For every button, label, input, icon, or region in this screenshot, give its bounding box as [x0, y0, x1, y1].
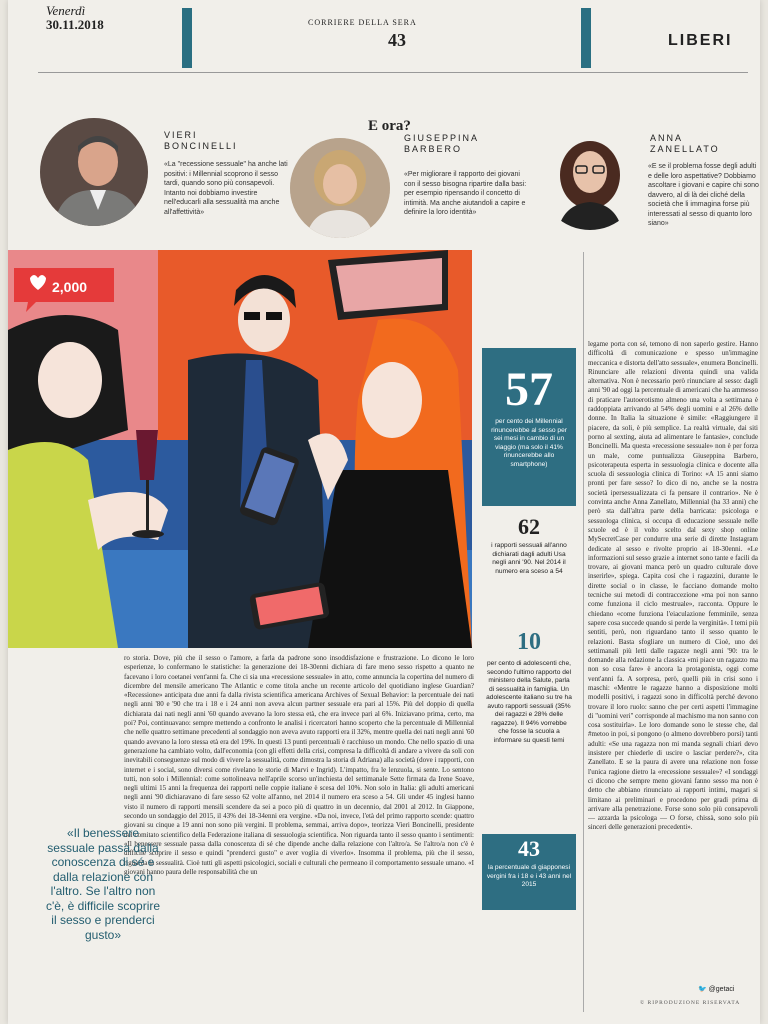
stat-value: 10	[517, 629, 541, 655]
stat-text: per cento dei Millennial rinuncerebbe al sesso per sei mesi in cambio di un viaggio (ma solo il 41% rinuncerebbe allo smartphone)	[491, 418, 567, 468]
stat-box-10	[482, 624, 576, 830]
stat-value: 57	[505, 363, 553, 416]
issue-date	[46, 4, 104, 32]
expert-last-name: BARBERO	[404, 144, 463, 154]
expert-first-name: GIUSEPPINA	[404, 133, 480, 143]
expert-last-name: ZANELLATO	[650, 144, 720, 154]
issue-date-value: 30.11.2018	[46, 17, 104, 32]
avatar	[40, 118, 148, 226]
header-accent-bar-right	[581, 8, 591, 68]
expert-name	[650, 133, 720, 155]
illustration-couples-smartphones	[8, 250, 472, 648]
stat-value: 62	[518, 514, 540, 539]
issue-day: Venerdì	[46, 3, 86, 18]
expert-quote: «E se il problema fosse degli adulti e delle loro aspettative? Dobbiamo ascoltare i giovani e capire chi sono davvero, al di là dei cliché della società che li immagina forse più interessati al sesso di quanto loro siano»	[648, 163, 759, 227]
stat-box-57	[482, 348, 576, 506]
page-number: 43	[388, 30, 406, 50]
expert-first-name: VIERI	[164, 130, 198, 140]
twitter-bird-icon: 🐦	[698, 986, 707, 993]
expert-name	[164, 130, 238, 152]
expert-name	[404, 133, 479, 155]
article-column-2	[588, 340, 758, 980]
stat-text: per cento di adolescenti che, secondo l'ultimo rapporto del ministero della Salute, parla di sessualità in famiglia. Un adolescente italiano su tre ha avuto rapporti sessuali (35% dei ragazzi e 28% delle ragazze). Il 94% vorrebbe che fosse la scuola a informare su questi temi	[486, 660, 572, 744]
avatar	[540, 130, 640, 230]
stat-text: i rapporti sessuali all'anno dichiarati dagli adulti Usa negli anni '90. Nel 2014 il numero era sceso a 54	[491, 542, 567, 575]
expert-last-name: BONCINELLI	[164, 141, 238, 151]
newspaper-page	[8, 0, 760, 1024]
stat-box-43	[482, 834, 576, 910]
paper-name: CORRIERE DELLA SERA	[308, 18, 417, 27]
author-handle	[698, 985, 734, 993]
pull-quote: «Il benessere sessuale passa dalla conoscenza di sé e dalla relazione con l'altro. Se l'altro non c'è, è difficile scoprire il sesso e prenderci gusto»	[45, 826, 161, 942]
copyright-notice: © RIPRODUZIONE RISERVATA	[640, 1000, 741, 1006]
expert-quote: «La "recessione sessuale" ha anche lati positivi: i Millennial scoprono il sesso tardi, quando sono più consapevoli. Intanto noi dobbiamo investire nell'educarli alla sessualità ma anche all'affettività»	[164, 161, 288, 216]
like-count: 2,000	[52, 279, 88, 295]
portrait-woman-glasses-icon	[540, 130, 640, 230]
stat-value: 43	[518, 836, 540, 861]
header-accent-bar-left	[182, 8, 192, 68]
expert-first-name: ANNA	[650, 133, 684, 143]
section-title: E ora?	[368, 118, 411, 134]
section-brand: LIBERI	[668, 32, 733, 49]
article-text: ro storia. Dove, più che il sesso o l'amore, a farla da padrone sono insoddisfazione e frustrazione. Lo dicono le loro esperienze, lo confermano le statistiche: la generazione dei 18-30enni dichiara di fare meno sesso rispetto a quanto ne facevano i loro coetanei vent'anni fa. Che ci sia una «recessione sessuale» in atto, come annuncia la copertina del numero di dicembre del mensile americano The Atlantic e come titola anche un recente articolo del quotidiano inglese Guardian? «Recessione» anticipata due anni fa dalla rivista scientifica americana Archives of Sexual Behavior: la percentuale dei nati negli anni '80 e '90 che tra i 18 e i 24 anni non aveva alcun partner sessuale era pari al 15%. Più del doppio di quella dichiarata dai nati negli anni '60 quando avevano la loro stessa età, che era invece pari al 6%. Iniziavano prima, certo, ma poi? Poi, continuavano: sempre mettendo a confronto le analisi i ricercatori hanno scoperto che la percentuale di Millennial che nelle quattro settimane precedenti al sondaggio non aveva avuto rapporti era il 32%, mentre quella dei nati negli anni '60 quando avevano la loro stessa età era del 19%. In questi 13 punti percentuali è racchiuso un mondo. Che nello spazio di una generazione ha cambiato volto, dall'economia (con gli effetti della crisi, compresa la difficoltà di andare a vivere da soli con inevitabili conseguenze sul modo di vivere la sessualità, come dimostra la storia di Adriana) alla società (dove i rapporti, con internet e i social, sono diversi come rivelano le storie di Marvi e Ingrid). L'impatto, fra le lenzuola, si sente. Lo sentono tutti, non solo i Millennial: come sottolineava nell'aprile scorso un'inchiesta del settimanale Sette firmata da Irene Soave, negli ultimi 15 anni la frequenza dei rapporti nelle coppie italiane è scesa del 10%. Non solo in Italia: gli adulti americani negli anni '90 dichiaravano di fare sesso 62 volte all'anno, nel 2014 il numero era sceso a 54. Gli under 45 inglesi hanno visto il numero di rapporti mensili scendere da sei a poco più di quattro in un decennio, dal 2001 al 2012. In Giappone, secondo un sondaggio del 2015, il 43% dei 18-34enni era vergine. «Da noi, invece, l'età del primo rapporto scende: quattro giovani su cinque a 19 anni non sono più vergini. Il problema, semmai, arriva dopo», teorizza Vieri Boncinelli, presidente del comitato scientifico della Federazione italiana di sessuologia scientifica. Non riguarda tanto il sesso quanto i sentimenti: «Il benessere sessuale passa dalla conoscenza di sé che dipende anche dalla relazione con l'altro/a. Se l'altro/a non c'è è difficile scoprire il sesso e quindi "prenderci gusto" e aver voglia di viverlo». Insomma il problema, più che il sesso, riguarda la sessualità. Cioè tutti gli aspetti psicologici, sociali e culturali che permeano il comportamento sessuale umano. «I giovani hanno paura delle responsabilità che un	[124, 654, 474, 876]
stat-box-62	[482, 512, 576, 608]
illustration	[8, 250, 472, 648]
header-rule	[38, 72, 748, 73]
portrait-woman-icon	[290, 138, 390, 238]
avatar	[290, 138, 390, 238]
column-divider	[583, 252, 584, 1012]
author-handle-text: @getaci	[708, 986, 735, 993]
article-column-1	[124, 654, 474, 1022]
expert-quote: «Per migliorare il rapporto dei giovani con il sesso bisogna ripartire dalla basi: per esempio ripensando il concetto di intimità. Ma anche aiutandoli a capire e definire la loro identità»	[404, 171, 527, 216]
portrait-man-icon	[40, 118, 148, 226]
stat-text: la percentuale di giapponesi vergini fra i 18 e i 43 anni nel 2015	[486, 864, 572, 888]
article-text: legame porta con sé, temono di non saperlo gestire. Hanno difficoltà di comunicazione e spesso un'immagine meccanica e distorta dell'atto sessuale», enumera Boncinelli. Rinunciare alle relazioni diventa quindi una valida alternativa. Non è necessario però rinunciare al sesso: dagli anni '90 ad oggi la percentuale di americani che ha ammesso di praticare l'autoerotismo almeno una volta a settimana è raddoppiata arrivando al 54% degli uomini e al 26% delle donne. In Italia la situazione è simile: «Raggiungere il piacere, da soli, è più semplice. La realtà virtuale, dai siti porno al sexting, aiuta ad alimentare le fantasie», conclude Boncinelli. Ma questa «recessione sessuale» non è per forza un male, come puntualizza Giuseppina Barbero, psicoterapeuta esperta in sessuologia clinica e docente alla scuola di sessuologia clinica di Torino: «A 15 anni siamo pronti per fare sesso? Io dico di no, anche se la nostra società ipersessualizzata ci fa pensare il contrario». Ne è convinta anche Anna Zanellato, Millennial (ha 33 anni) che però sta dall'altra parte della barricata: psicologa e sessuologa clinica, si occupa di educazione sessuale nelle scuole ed è il volto scelto dal sexy shop online MySecretCase per condurre una serie di dirette Instagram dedicate al sesso e rivolte proprio ai 18-30enni. «Le informazioni sul sesso grazie a internet sono tante e facili da trovare, ai giovani manca però un quadro culturale dove inserirle», spiega. Capita così che i ragazzini, durante le dirette social o in classe, le facciano domande molto tecniche sui metodi di contraccezione «ma poi non sanno come funziona il ciclo mestruale», racconta. Oppure le chiedano «come funziona l'eiaculazione femminile, senza sapere cosa succede quando si perde la verginità». I temi più sentiti, però, non riguardano tanto il sesso quanto le relazioni. Basta sfogliare un numero di Cioè, uno dei settimanali più letti dalle ragazze negli anni '90: tra le domande alla redazione la classica «mi piace un ragazzo ma non so cosa fare» è ancora la protagonista, oggi come vent'anni fa. A sorpresa, però, quelli più in crisi sono i maschi: «Mentre le ragazze hanno a disposizione molti modelli positivi, i ragazzi sono in difficoltà perché devono trovare il loro ruolo: sanno che per certi aspetti l'immagine di "uomini veri" corrisponde al machismo ma non sanno con cosa sostituirla». Le loro domande sono le stesse che, dal #metoo in poi, si pongono (o almeno dovrebbero porsi) tanti adulti: «Se una ragazza non mi manda segnali chiari devo insistere per chiederle di uscire o lasciar perdere?», cita Zanellato. E se la paura di avere una relazione non fosse l'unica ragione dietro la «recessione sessuale»? «I sondaggi ci dicono che sempre meno giovani fanno sesso ma non è detto che abbiano rinunciato ai rapporti intimi, magari si limitano ai preliminari e procedono per gradi prima di arrivare alla penetrazione. Forse sono solo più consapevoli — azzarda la psicologa — O forse, chissà, sono solo più sinceri delle generazioni precedenti».	[588, 340, 758, 832]
